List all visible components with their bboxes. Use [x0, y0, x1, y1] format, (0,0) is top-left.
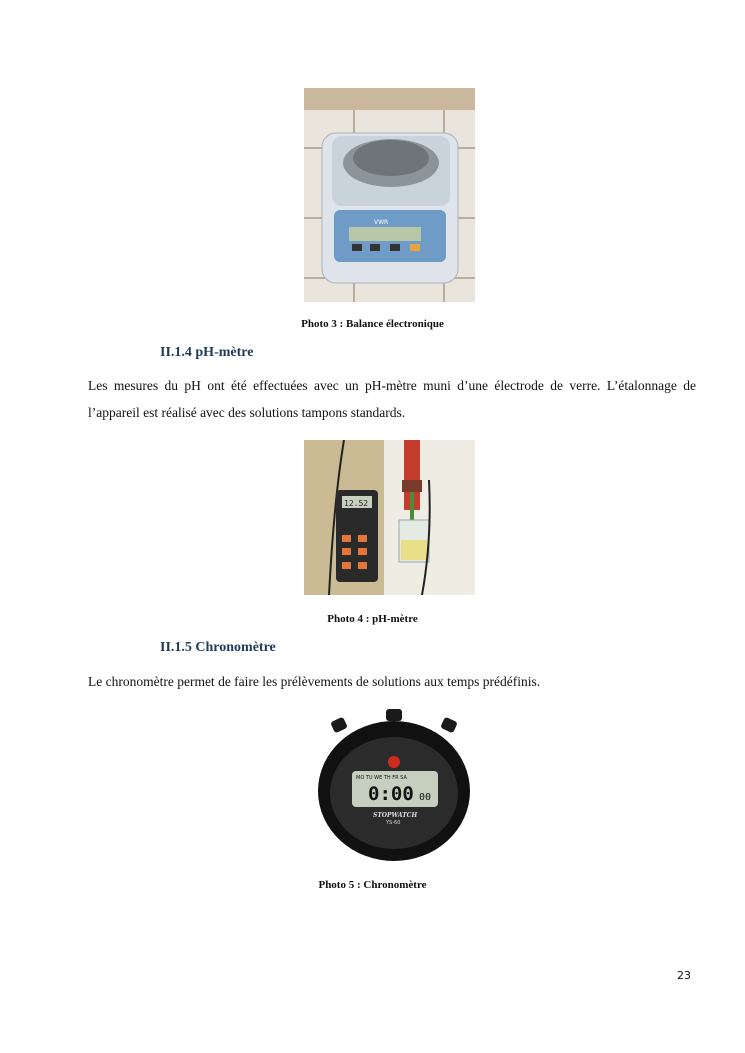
ph-meter-display: 12.52 — [344, 499, 369, 508]
stopwatch-main-digits: 0:00 — [368, 783, 414, 805]
section-ph-metre-text: Les mesures du pH ont été effectuées avec un pH-mètre muni d’une électrode de verre. L’étalonnage de l’appareil est réalisé avec des solutions tampons standards. — [88, 378, 696, 420]
photo-stopwatch — [316, 707, 472, 862]
ph-meter-image — [304, 440, 475, 595]
photo-5-caption: Photo 5 : Chronomètre — [318, 879, 427, 891]
section-heading-ph-metre: II.1.4 pH-mètre — [160, 345, 254, 360]
balance-image — [304, 88, 475, 302]
photo-ph-meter — [304, 440, 475, 595]
section-chronometre-text: Le chronomètre permet de faire les prélèvements de solutions aux temps prédéfinis. — [88, 674, 541, 689]
stopwatch-image — [316, 707, 472, 862]
photo-balance — [304, 88, 475, 302]
stopwatch-brand: STOPWATCH — [373, 812, 418, 819]
photo-4-caption: Photo 4 : pH-mètre — [327, 613, 418, 625]
photo-3-caption: Photo 3 : Balance électronique — [301, 318, 444, 330]
stopwatch-day-row: MO TU WE TH FR SA — [356, 775, 407, 781]
section-heading-chronometre: II.1.5 Chronomètre — [160, 640, 276, 655]
stopwatch-model: YS-60 — [386, 820, 401, 826]
stopwatch-small-digits: 00 — [419, 792, 432, 803]
balance-brand: VWR — [374, 219, 389, 226]
page-number: 23 — [677, 969, 691, 982]
